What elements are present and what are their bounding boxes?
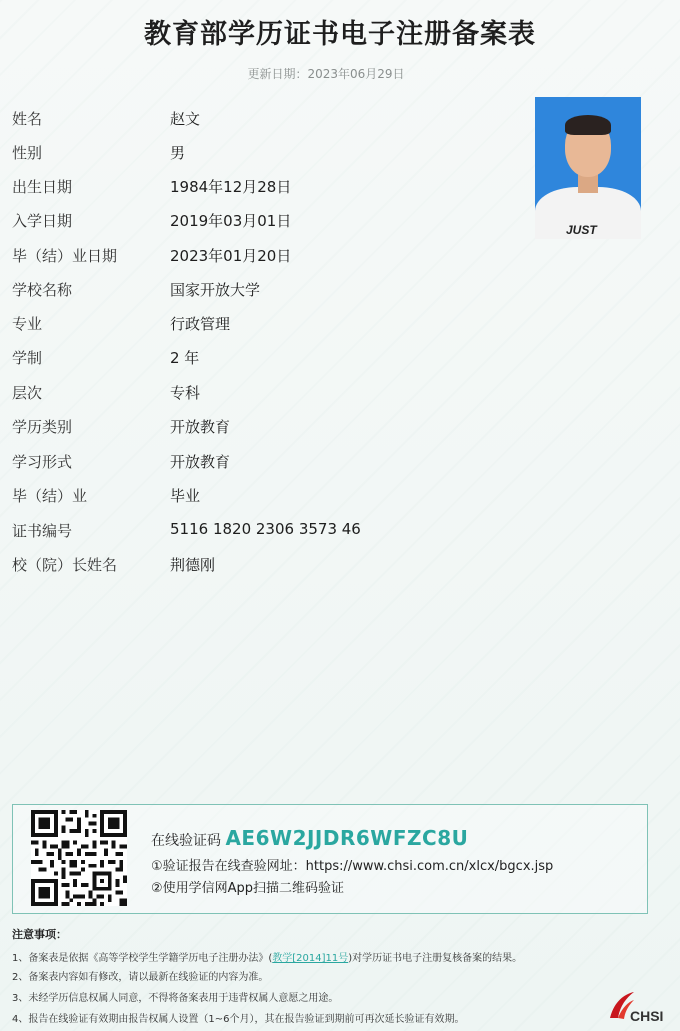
field-label-major: 专业	[12, 315, 43, 333]
note-item-1-prefix: 1、备案表是依据《高等学校学生学籍学历电子注册办法》(	[12, 953, 273, 964]
field-value-certificate-number: 5116 1820 2306 3573 46	[170, 520, 361, 538]
field-label-level: 层次	[12, 384, 43, 402]
note-item-2: 2、备案表内容如有修改，请以最新在线验证的内容为准。	[12, 972, 269, 983]
notes-title: 注意事项：	[12, 928, 67, 941]
field-label-enroll-date: 入学日期	[12, 212, 73, 230]
field-label-study-mode: 学习形式	[12, 453, 73, 471]
verification-app-line: ②使用学信网App扫描二维码验证	[151, 881, 345, 896]
field-value-school: 国家开放大学	[170, 281, 261, 299]
field-label-name: 姓名	[12, 110, 43, 128]
page-title: 教育部学历证书电子注册备案表	[144, 19, 536, 50]
field-value-gender: 男	[170, 144, 186, 162]
field-value-birth-date: 1984年12月28日	[170, 178, 292, 196]
field-value-enroll-date: 2019年03月01日	[170, 212, 292, 230]
verification-url-line[interactable]: ①验证报告在线查验网址：https://www.chsi.com.cn/xlcx/bgcx.jsp	[151, 859, 554, 874]
field-label-graduation-date: 毕（结）业日期	[12, 247, 118, 265]
photo-hair	[565, 115, 611, 135]
field-label-certificate-number: 证书编号	[12, 522, 73, 540]
field-value-name: 赵文	[170, 110, 201, 128]
verification-code[interactable]: AE6W2JJDR6WFZC8U	[225, 826, 469, 850]
note-item-3: 3、未经学历信息权属人同意，不得将备案表用于违背权属人意愿之用途。	[12, 993, 339, 1004]
field-value-education-type: 开放教育	[170, 418, 231, 436]
field-value-major: 行政管理	[170, 315, 231, 333]
field-label-duration: 学制	[12, 349, 43, 367]
update-date: 更新日期：2023年06月29日	[247, 67, 405, 81]
regulation-link[interactable]: 教学[2014]11号	[272, 953, 349, 964]
field-value-study-mode: 开放教育	[170, 453, 231, 471]
verification-code-label: 在线验证码	[151, 833, 221, 849]
field-label-education-type: 学历类别	[12, 418, 73, 436]
field-label-completion: 毕（结）业	[12, 487, 88, 505]
chsi-logo-text: CHSI	[630, 1008, 664, 1024]
field-label-gender: 性别	[12, 144, 43, 162]
note-item-1	[12, 949, 522, 964]
photo-shirt-text: JUST	[566, 223, 597, 237]
field-value-graduation-date: 2023年01月20日	[170, 247, 292, 265]
qr-code-icon[interactable]	[31, 810, 127, 906]
student-photo	[535, 97, 641, 239]
field-value-president: 荆德刚	[170, 556, 216, 574]
field-value-duration: 2 年	[170, 349, 200, 367]
field-label-school: 学校名称	[12, 281, 73, 299]
field-value-level: 专科	[170, 384, 201, 402]
field-label-president: 校（院）长姓名	[12, 556, 118, 574]
note-item-1-suffix: )对学历证书电子注册复核备案的结果。	[348, 953, 523, 964]
note-item-4: 4、报告在线验证有效期由报告权属人设置（1~6个月），其在报告验证到期前可再次延长验证有效期。	[12, 1014, 465, 1025]
verification-code-line	[151, 826, 468, 850]
field-value-completion: 毕业	[170, 487, 201, 505]
field-label-birth-date: 出生日期	[12, 178, 73, 196]
